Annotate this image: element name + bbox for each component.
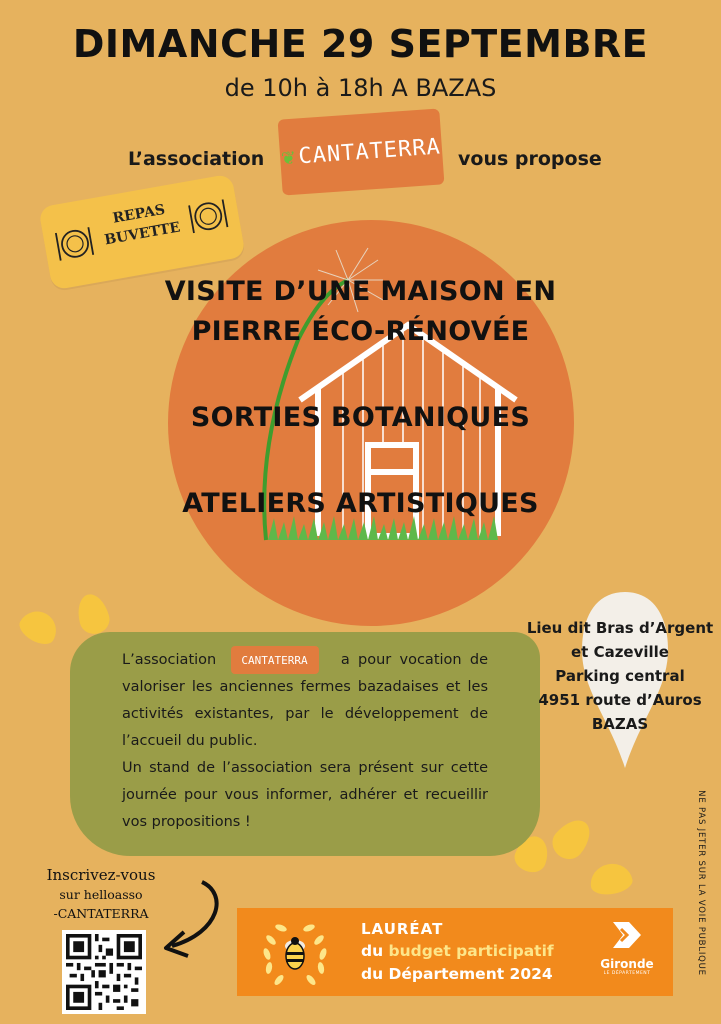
signup-line-1: Inscrivez-vous	[46, 866, 156, 884]
cantaterra-logo	[278, 108, 445, 195]
decorative-petal	[588, 861, 635, 898]
decorative-petal	[546, 813, 598, 866]
buvette-label: BUVETTE	[103, 219, 182, 249]
qr-code[interactable]	[62, 930, 146, 1014]
leaf-icon: ❦	[280, 144, 297, 171]
description-text	[122, 646, 488, 836]
gironde-name: Gironde	[600, 957, 654, 971]
repas-label: REPAS	[111, 201, 167, 227]
event-address	[520, 616, 720, 736]
event-time-location: de 10h à 18h A BAZAS	[224, 74, 497, 102]
cantaterra-logo-small: CANTATERRA	[231, 646, 319, 674]
description-prefix: L’association	[122, 652, 217, 668]
description-paragraph-1-rest: a pour vocation de valoriser les anciennes fermes bazadaises et les activités existantes, par le développement de l’accueil du public.	[122, 652, 489, 749]
description-paragraph-2: Un stand de l’association sera présent sur cette journée pour vous informer, adhérer et recueillir vos propositions !	[122, 760, 488, 830]
logo-text: CANTATERRA	[297, 133, 442, 169]
address-line-3: Parking central	[555, 667, 685, 685]
laureat-title: LAURÉAT	[361, 920, 444, 938]
activity-ateliers-artistiques: ATELIERS ARTISTIQUES	[182, 488, 539, 519]
repas-buvette-badge	[38, 174, 246, 291]
activity-sorties-botaniques: SORTIES BOTANIQUES	[190, 402, 531, 433]
plate-icon	[50, 221, 96, 267]
laureat-line-2-prefix: du	[361, 942, 384, 960]
event-date-title: DIMANCHE 29 SEPTEMBRE	[72, 22, 649, 66]
laureat-line-2	[361, 942, 554, 960]
address-line-4: 4951 route d’Auros	[538, 691, 702, 709]
bee-laurel-icon	[257, 914, 333, 990]
laureat-line-2-highlight: budget participatif	[388, 942, 554, 960]
association-prefix: L’association	[128, 148, 265, 170]
description-paragraph-1	[122, 646, 488, 755]
association-line	[0, 133, 721, 184]
decorative-petal	[15, 605, 63, 650]
curved-arrow-icon	[150, 876, 234, 960]
vertical-notice-text: NE PAS JETER SUR LA VOIE PUBLIQUE	[696, 790, 706, 976]
address-line-5: BAZAS	[591, 715, 649, 733]
activity-visite-line2: PIERRE ÉCO-RÉNOVÉE	[191, 316, 530, 347]
association-suffix: vous propose	[458, 148, 602, 170]
address-line-1: Lieu dit Bras d’Argent	[526, 619, 714, 637]
plate-icon	[185, 193, 231, 239]
address-line-2: et Cazeville	[571, 643, 669, 661]
laureat-line-3: du Département 2024	[361, 965, 553, 983]
gironde-logo	[597, 920, 657, 976]
activity-visite-line1: VISITE D’UNE MAISON EN	[164, 276, 557, 307]
laureat-banner	[237, 908, 673, 996]
gironde-subtitle: LE DÉPARTEMENT	[603, 971, 651, 976]
vertical-notice	[690, 778, 710, 992]
decorative-petal	[73, 591, 112, 637]
signup-line-2: sur helloasso	[59, 887, 143, 902]
gironde-arrow-icon	[609, 920, 645, 950]
signup-line-3: -CANTATERRA	[53, 906, 149, 921]
